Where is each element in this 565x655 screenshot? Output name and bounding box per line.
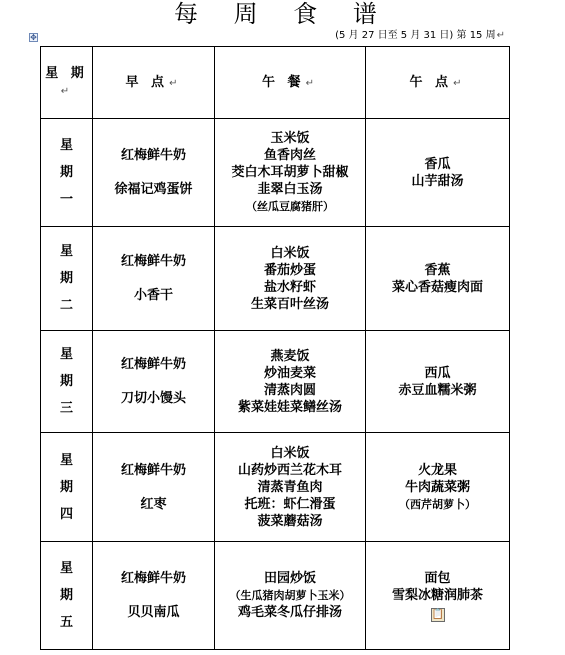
breakfast-cell: 红梅鲜牛奶 徐福记鸡蛋饼: [93, 119, 215, 227]
cell-end-mark-icon: ↵: [453, 77, 466, 89]
snack-cell: 香瓜 山芋甜汤: [366, 119, 510, 227]
page-title: 每 周 食 谱: [174, 0, 391, 28]
header-day: 星 期↵: [41, 47, 93, 119]
breakfast-cell: 红梅鲜牛奶 红枣: [93, 433, 215, 542]
table-row: [41, 227, 510, 331]
day-cell: 星 期 三: [41, 331, 93, 433]
day-cell: 星 期 一: [41, 119, 93, 227]
snack-cell: 香蕉 菜心香菇瘦肉面: [366, 227, 510, 331]
lunch-cell: 白米饭 山药炒西兰花木耳 清蒸青鱼肉 托班：虾仁滑蛋 菠菜蘑菇汤: [215, 433, 366, 542]
table-row: [41, 542, 510, 650]
table-header-row: [41, 47, 510, 119]
cell-end-mark-icon: ↵: [305, 77, 318, 89]
header-lunch: 午 餐↵: [215, 47, 366, 119]
week-range-subtitle: [335, 30, 505, 42]
table-row: [41, 331, 510, 433]
paste-options-icon[interactable]: 📋: [431, 608, 444, 620]
weekly-menu-table: [40, 46, 510, 650]
cell-end-mark-icon: ↵: [60, 86, 74, 97]
day-cell: 星 期 四: [41, 433, 93, 542]
lunch-cell: 玉米饭 鱼香肉丝 茭白木耳胡萝卜甜椒 韭翠白玉汤 （丝瓜豆腐猪肝）: [215, 119, 366, 227]
breakfast-cell: 红梅鲜牛奶 刀切小馒头: [93, 331, 215, 433]
day-cell: 星 期 五: [41, 542, 93, 650]
header-breakfast: 早 点↵: [93, 47, 215, 119]
breakfast-cell: 红梅鲜牛奶 贝贝南瓜: [93, 542, 215, 650]
lunch-cell: 田园炒饭 （生瓜猪肉胡萝卜玉米） 鸡毛菜冬瓜仔排汤: [215, 542, 366, 650]
lunch-cell: 白米饭 番茄炒蛋 盐水籽虾 生菜百叶丝汤: [215, 227, 366, 331]
cell-end-mark-icon: ↵: [169, 77, 182, 89]
lunch-cell: 燕麦饭 炒油麦菜 清蒸肉圆 紫菜娃娃菜鳝丝汤: [215, 331, 366, 433]
snack-cell: 面包 雪梨冰糖润肺茶 📋: [366, 542, 510, 650]
week-range-text: (5 月 27 日至 5 月 31 日) 第 15 周: [335, 30, 496, 41]
header-snack: 午 点↵: [366, 47, 510, 119]
breakfast-cell: 红梅鲜牛奶 小香干: [93, 227, 215, 331]
paragraph-mark-icon: ↵: [496, 30, 505, 41]
table-row: [41, 119, 510, 227]
snack-cell: 火龙果 牛肉蔬菜粥 （西芹胡萝卜）: [366, 433, 510, 542]
move-handle-icon[interactable]: ✥: [30, 33, 37, 42]
table-row: [41, 433, 510, 542]
day-cell: 星 期 二: [41, 227, 93, 331]
snack-cell: 西瓜 赤豆血糯米粥: [366, 331, 510, 433]
